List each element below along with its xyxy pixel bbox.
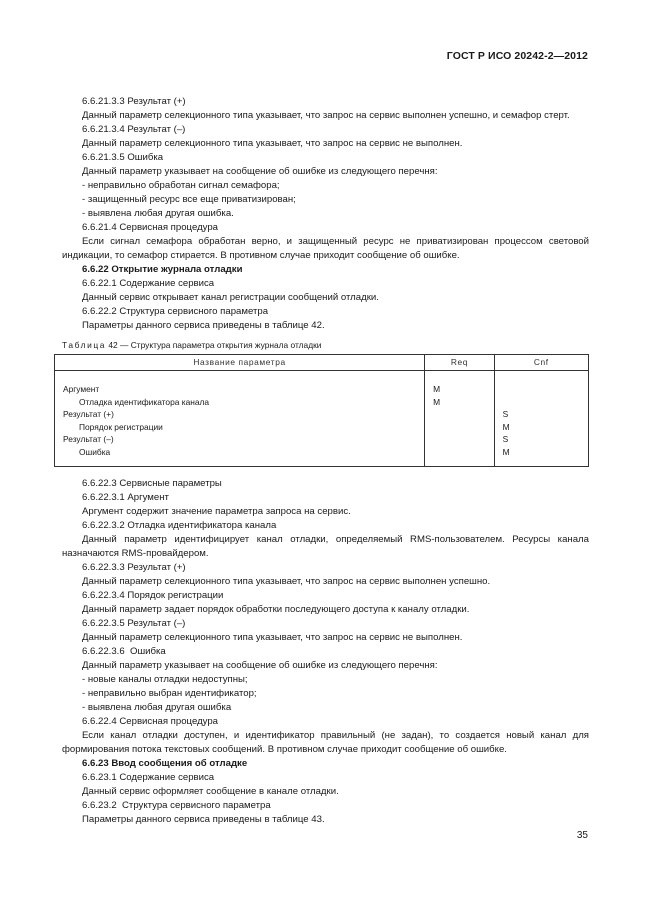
paragraph: Аргумент содержит значение параметра запроса на сервис. bbox=[82, 506, 351, 517]
cnf-value-cell bbox=[503, 396, 588, 409]
paragraph: 6.6.22.2 Структура сервисного параметра bbox=[82, 306, 269, 317]
paragraph: 6.6.22.3.6 Ошибка bbox=[82, 646, 166, 657]
paragraph: Данный параметр селекционного типа указывает, что запрос на сервис не выполнен. bbox=[82, 632, 463, 643]
paragraph: Параметры данного сервиса приведены в таблице 42. bbox=[82, 320, 325, 331]
parameter-table bbox=[54, 354, 589, 467]
paragraph: 6.6.21.3.4 Результат (–) bbox=[82, 124, 186, 135]
paragraph: Если канал отладки доступен, и идентификатор правильный (не задан), то создается новый канал для формирования потока текстовых сообщений. В противном случае приходит сообщение об ошибке. bbox=[62, 730, 592, 755]
parameter-name-cell: Отладка идентификатора канала bbox=[79, 396, 210, 407]
section-heading: 6.6.23 Ввод сообщения об отладке bbox=[82, 758, 248, 769]
document-header: ГОСТ Р ИСО 20242-2—2012 bbox=[446, 50, 588, 62]
parameter-name-cell: Ошибка bbox=[79, 446, 111, 457]
page-body bbox=[62, 95, 592, 827]
req-value-cell bbox=[433, 421, 494, 434]
parameter-name-cell: Результат (+) bbox=[63, 409, 114, 419]
cnf-value-cell: S bbox=[502, 409, 509, 419]
paragraph: - выявлена любая другая ошибка. bbox=[82, 208, 234, 219]
header-cnf: Cnf bbox=[494, 355, 588, 371]
req-value-cell bbox=[433, 446, 494, 459]
section-text-before-table bbox=[62, 95, 592, 333]
cnf-value-cell bbox=[503, 383, 588, 396]
paragraph: 6.6.22.3 Сервисные параметры bbox=[82, 478, 222, 489]
req-value-cell bbox=[433, 433, 494, 446]
req-value-cell: M bbox=[433, 384, 441, 394]
paragraph: Данный параметр селекционного типа указывает, что запрос на сервис выполнен успешно. bbox=[82, 576, 491, 587]
cnf-value-cell: S bbox=[502, 434, 509, 444]
paragraph: 6.6.22.3.3 Результат (+) bbox=[82, 562, 186, 573]
paragraph: 6.6.21.3.5 Ошибка bbox=[82, 152, 164, 163]
table-caption-label: Таблица bbox=[62, 340, 107, 350]
table-header-row bbox=[55, 355, 589, 371]
header-req: Req bbox=[425, 355, 495, 371]
parameter-name-cell: Аргумент bbox=[63, 384, 100, 394]
paragraph: Данный сервис открывает канал регистрации сообщений отладки. bbox=[82, 292, 379, 303]
names-column bbox=[55, 371, 425, 467]
paragraph: Данный параметр указывает на сообщение об ошибке из следующего перечня: bbox=[82, 660, 438, 671]
paragraph: - выявлена любая другая ошибка bbox=[82, 702, 232, 713]
table-caption bbox=[62, 340, 589, 351]
paragraph: Данный параметр селекционного типа указывает, что запрос на сервис выполнен успешно, и семафор стерт. bbox=[82, 110, 570, 121]
paragraph: - новые каналы отладки недоступны; bbox=[82, 674, 248, 685]
section-heading: 6.6.22 Открытие журнала отладки bbox=[82, 264, 243, 275]
parameter-name-cell: Результат (–) bbox=[63, 434, 114, 444]
req-value-cell: M bbox=[433, 396, 441, 407]
paragraph: Если сигнал семафора обработан верно, и защищенный ресурс не приватизирован процессом световой индикации, то семафор стирается. В противном случае приходит сообщение об ошибке. bbox=[62, 236, 592, 261]
req-value-cell bbox=[433, 408, 494, 421]
paragraph: 6.6.22.3.5 Результат (–) bbox=[82, 618, 186, 629]
paragraph: 6.6.22.3.1 Аргумент bbox=[82, 492, 169, 503]
header-parameter-name: Название параметра bbox=[55, 355, 425, 371]
paragraph: Данный параметр задает порядок обработки последующего доступа к каналу отладки. bbox=[82, 604, 470, 615]
paragraph: 6.6.23.2 Структура сервисного параметра bbox=[82, 800, 271, 811]
paragraph: Данный параметр идентифицирует канал отладки, определяемый RMS-пользователем. Ресурсы канала назначаются RMS-провайдером. bbox=[62, 534, 592, 559]
page-number: 35 bbox=[576, 830, 588, 841]
section-text-after-table bbox=[62, 477, 592, 827]
paragraph: - неправильно выбран идентификатор; bbox=[82, 688, 257, 699]
paragraph: 6.6.21.3.3 Результат (+) bbox=[82, 96, 186, 107]
paragraph: - неправильно обработан сигнал семафора; bbox=[82, 180, 280, 191]
cnf-column bbox=[494, 371, 588, 467]
paragraph: Данный сервис оформляет сообщение в канале отладки. bbox=[82, 786, 339, 797]
paragraph: Данный параметр указывает на сообщение об ошибке из следующего перечня: bbox=[82, 166, 438, 177]
paragraph: 6.6.21.4 Сервисная процедура bbox=[82, 222, 219, 233]
paragraph: 6.6.22.3.4 Порядок регистрации bbox=[82, 590, 224, 601]
paragraph: 6.6.22.3.2 Отладка идентификатора канала bbox=[82, 520, 277, 531]
cnf-value-cell: M bbox=[502, 446, 510, 457]
paragraph: 6.6.22.4 Сервисная процедура bbox=[82, 716, 219, 727]
table-body-row bbox=[55, 371, 589, 467]
paragraph: Параметры данного сервиса приведены в таблице 43. bbox=[82, 814, 325, 825]
paragraph: 6.6.23.1 Содержание сервиса bbox=[82, 772, 215, 783]
table-caption-title: 42 — Структура параметра открытия журнала отладки bbox=[106, 340, 322, 350]
parameter-name-cell: Порядок регистрации bbox=[79, 421, 163, 432]
req-column bbox=[425, 371, 495, 467]
cnf-value-cell: M bbox=[502, 421, 510, 432]
paragraph: Данный параметр селекционного типа указывает, что запрос на сервис не выполнен. bbox=[82, 138, 463, 149]
paragraph: 6.6.22.1 Содержание сервиса bbox=[82, 278, 215, 289]
paragraph: - защищенный ресурс все еще приватизирован; bbox=[82, 194, 296, 205]
